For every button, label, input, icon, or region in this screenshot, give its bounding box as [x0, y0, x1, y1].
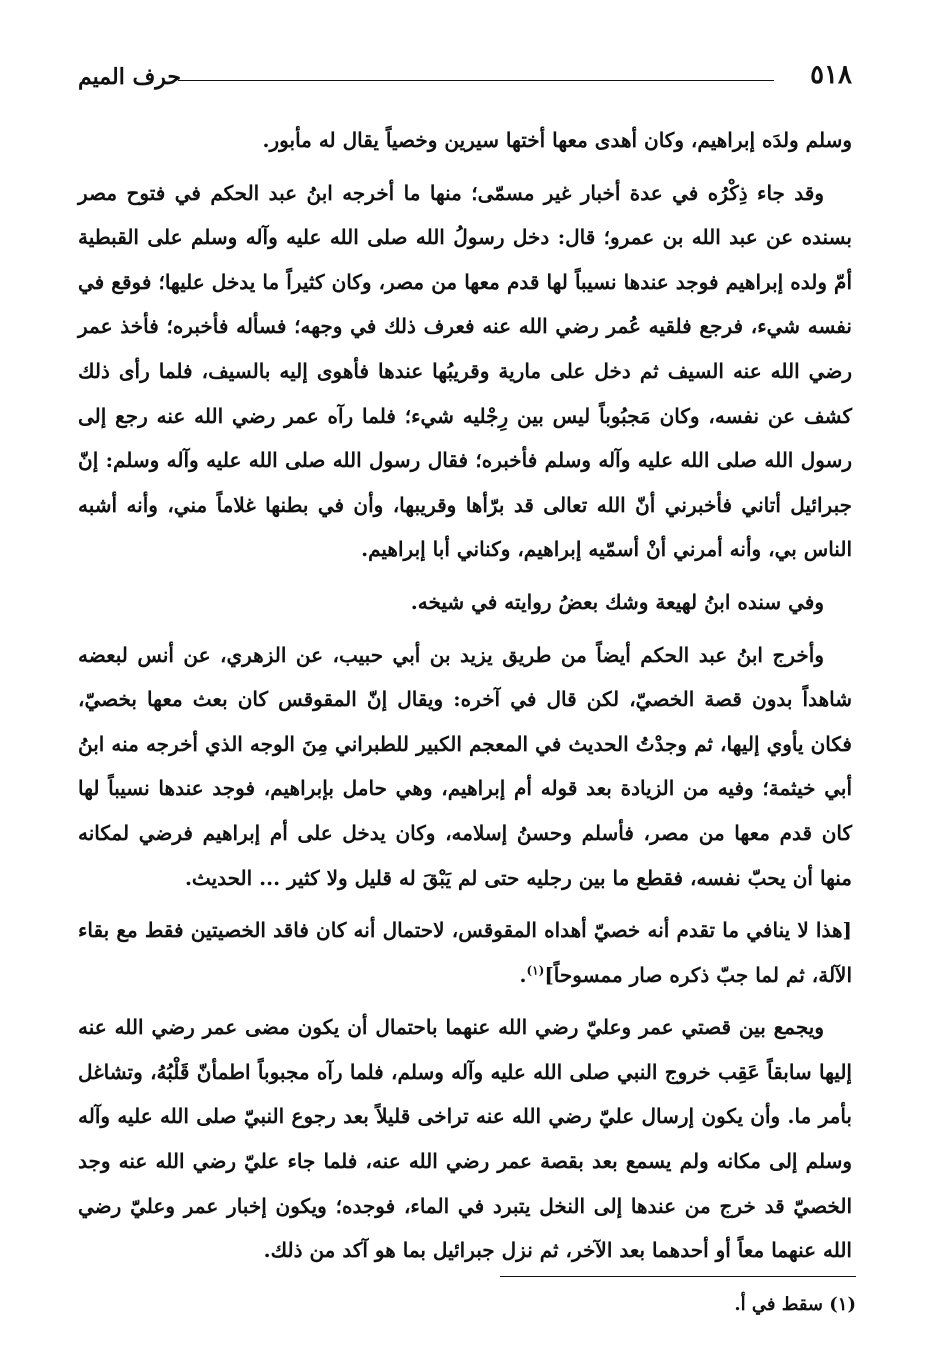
paragraph-continuation: وسلم ولدَه إبراهيم، وكان أهدى معها أختها سيرين وخصياً يقال له مأبور. — [262, 128, 852, 152]
running-title: حرف الميم — [78, 64, 182, 90]
paragraph: ويجمع بين قصتي عمر وعليّ رضي الله عنهما باحتمال أن يكون مضى عمر رضي الله عنه إليها سابقاً عَقِب خروج النبي صلى الله عليه وآله وسلم، فلما رآه مجبوباً اطمأنّ قَلْبُهُ، وتشاغل بأمر ما. وأن يكون إرسال عليّ رضي الله عنه تراخى قليلاً بعد رجوع النبيّ صلى الله عليه وآله وسلم إلى مكانه ولم يسمع بعد بقصة عمر رضي الله عنه، فلما جاء عليّ رضي الله عنه وجد الخصيّ قد خرج من عندها إلى النخل يتبرد في الماء، فوجده؛ ويكون إخبار عمر وعليّ رضي الله عنهما معاً أو أحدهما بعد الآخر، ثم نزل جبرائيل بما هو آكد من ذلك. — [78, 1015, 852, 1263]
footnote: (١) سقط في أ. — [734, 1294, 856, 1315]
bracketed-note-text: [هذا لا ينافي ما تقدم أنه خصيّ أهداه المقوقس، لاحتمال أنه كان فاقد الخصيتين فقط مع بقاء الآلة، ثم لما جبّ ذكره صار ممسوحاً] — [78, 918, 852, 987]
page-number: ٥١٨ — [810, 60, 852, 90]
main-text — [78, 118, 852, 1273]
footnote-marker: (١) — [526, 963, 545, 978]
paragraph: وفي سنده ابنُ لهيعة وشك بعضُ روايته في شيخه. — [410, 589, 824, 614]
footnote-rule — [500, 1276, 856, 1277]
page-header — [78, 58, 852, 98]
header-rule — [178, 80, 774, 81]
bracketed-note-end: . — [519, 962, 527, 987]
paragraph: وقد جاء ذِكْرُه في عدة أخبار غير مسمّى؛ منها ما أخرجه ابنُ عبد الحكم في فتوح مصر بسنده عن عبد الله بن عمرو؛ قال: دخل رسولُ الله صلى الله عليه وآله وسلم على القبطية أمّ ولده إبراهيم فوجد عندها نسيباً لها قدم معها من مصر، وكان كثيراً ما يدخل عليها؛ فوقع في نفسه شيء، فرجع فلقيه عُمر رضي الله عنه فعرف ذلك في وجهه؛ فسأله فأخبره؛ فأخذ عمر رضي الله عنه السيف ثم دخل على مارية وقريبُها عندها فأهوى إليه بالسيف، فلما رأى ذلك كشف عن نفسه، وكان مَجبُوباً ليس بين رِجْليه شيء؛ فلما رآه عمر رضي الله عنه رجع إلى رسول الله صلى الله عليه وآله وسلم فأخبره؛ فقال رسول الله صلى الله عليه وآله وسلم: إنّ جبرائيل أتاني فأخبرني أنّ الله تعالى قد برّأها وقريبها، وأن في بطنها غلاماً مني، وأنه أشبه الناس بي، وأنه أمرني أنْ أسمّيه إبراهيم، وكناني أبا إبراهيم. — [78, 180, 852, 562]
paragraph: وأخرج ابنُ عبد الحكم أيضاً من طريق يزيد بن أبي حبيب، عن الزهري، عن أنس لبعضه شاهداً بدون قصة الخصيّ، لكن قال في آخره: ويقال إنّ المقوقس كان بعث معها بخصيّ، فكان يأوي إليها، ثم وجدْتُ الحديث في المعجم الكبير للطبراني مِنَ الوجه الذي أخرجه منه ابنُ أبي خيثمة؛ وفيه من الزيادة بعد قوله أم إبراهيم، وهي حامل بإبراهيم، فوجد عندها نسيباً لها كان قدم معها من مصر، فأسلم وحسنُ إسلامه، وكان يدخل على أم إبراهيم فرضي لمكانه منها أن يحبّ نفسه، فقطع ما بين رجليه حتى لم يَبْقَ له قليل ولا كثير ... الحديث. — [78, 642, 853, 890]
bracketed-note — [78, 908, 852, 997]
